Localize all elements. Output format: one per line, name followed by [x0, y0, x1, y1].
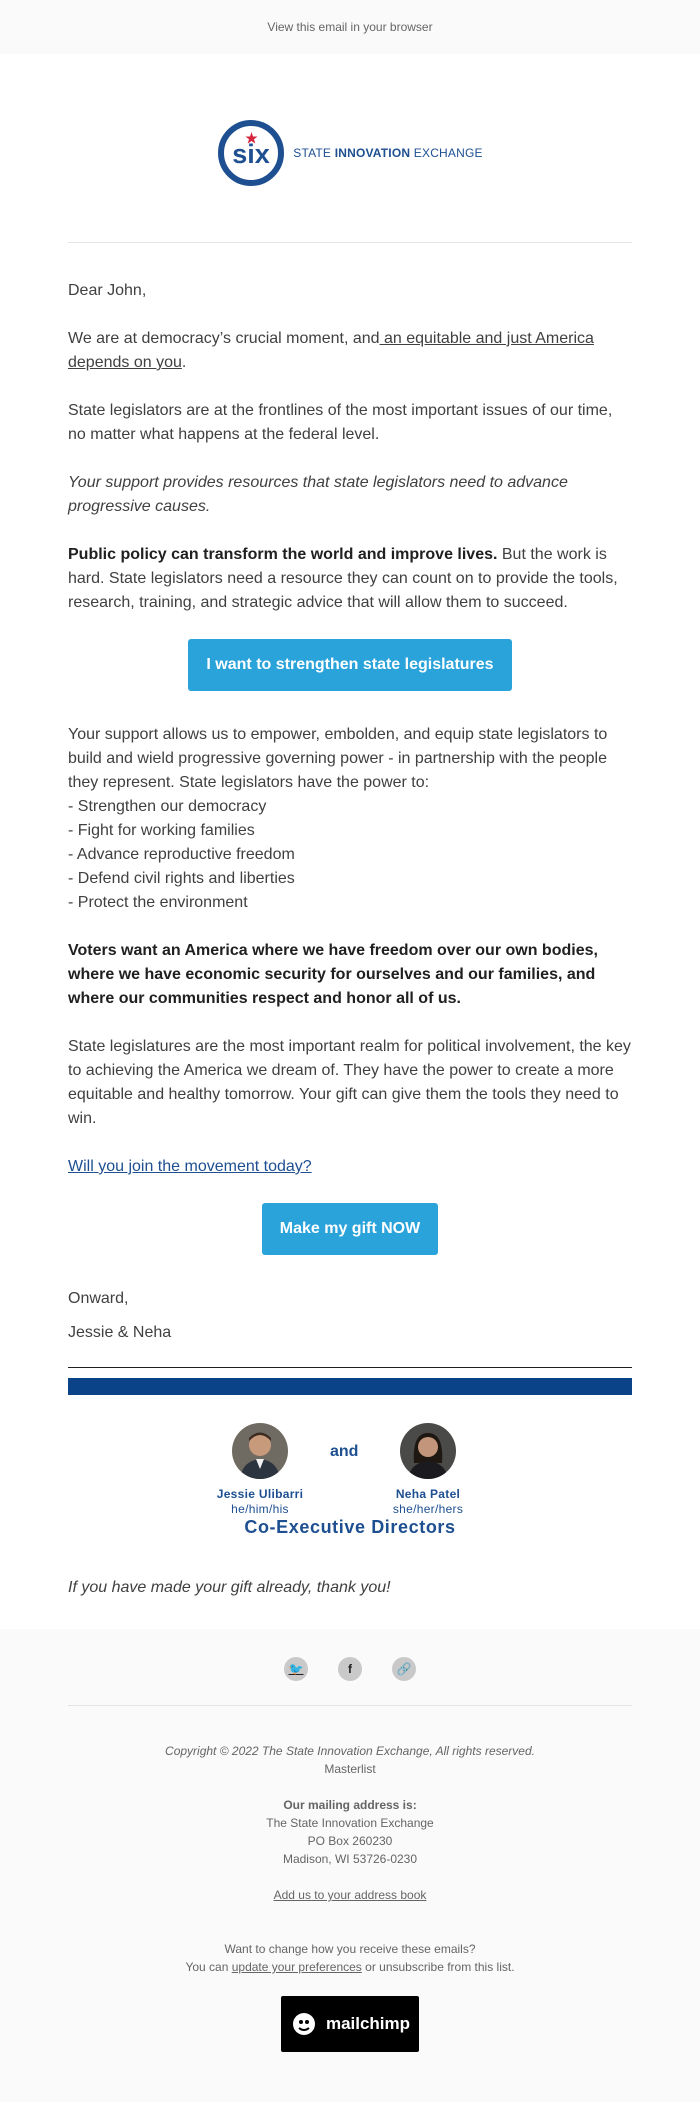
- letter-content: [68, 243, 632, 1345]
- email-body: [0, 54, 700, 1629]
- address-book-link[interactable]: Add us to your address book: [273, 1888, 427, 1902]
- thanks-line: If you have made your gift already, thank you!: [68, 1579, 391, 1596]
- address-line: The State Innovation Exchange: [266, 1816, 434, 1830]
- closing: Onward,: [68, 1290, 129, 1307]
- paragraph-6: Voters want an America where we have freedom over our own bodies, where we have economic security for ourselves and our families, and where our communities respect and honor all of us.: [68, 942, 598, 1007]
- paragraph-5: Your support allows us to empower, embolden, and equip state legislators to build and wield progressive governing power - in partnership with the people they represent. State legislators have the power to:: [68, 726, 608, 791]
- list-item: - Advance reproductive freedom: [68, 846, 295, 863]
- list-item: - Strengthen our democracy: [68, 798, 267, 815]
- powers-block: [68, 723, 632, 915]
- social-links: [0, 1629, 700, 1705]
- preferences-line: You can update your preferences or unsubscribe from this list.: [185, 1960, 515, 1974]
- svg-text:six: six: [232, 139, 271, 169]
- directors-graphic: [68, 1395, 632, 1567]
- greeting: Dear John,: [68, 282, 147, 299]
- join-paragraph: [68, 1155, 632, 1179]
- footer: [0, 1629, 700, 2052]
- avatar: [232, 1423, 288, 1479]
- director-neha: Neha Patel she/her/hers: [358, 1423, 498, 1516]
- paragraph-1: We are at democracy’s crucial moment, and an equitable and just America depends on you.: [68, 330, 594, 371]
- join-movement-link[interactable]: Will you join the movement today?: [68, 1158, 312, 1175]
- director-jessie: Jessie Ulibarri he/him/his: [190, 1423, 330, 1516]
- mailchimp-icon: [290, 2010, 318, 2038]
- six-logo-icon: [217, 119, 285, 187]
- top-bar: [0, 0, 700, 54]
- mailchimp-badge[interactable]: mailchimp: [281, 1996, 419, 2052]
- co-executive-directors-title: Co-Executive Directors: [244, 1517, 456, 1537]
- logo[interactable]: [0, 54, 700, 242]
- avatar: [400, 1423, 456, 1479]
- view-in-browser-link[interactable]: View this email in your browser: [267, 20, 433, 34]
- signature-block: [68, 1287, 632, 1345]
- logo-wordmark: STATE INNOVATION EXCHANGE: [293, 146, 483, 160]
- list-item: - Fight for working families: [68, 822, 255, 839]
- and-label: and: [330, 1443, 359, 1460]
- list-item: - Protect the environment: [68, 894, 248, 911]
- address-line: Madison, WI 53726-0230: [282, 1852, 418, 1866]
- paragraph-7: State legislatures are the most important realm for political involvement, the key to achieving the America we dream of. They have the power to create a more equitable and healthy tomorrow. Your gift can give them the tools they need to win.: [68, 1038, 631, 1127]
- signature: Jessie & Neha: [68, 1324, 172, 1341]
- list-name: Masterlist: [324, 1762, 376, 1776]
- update-preferences-link[interactable]: update your preferences: [231, 1960, 362, 1974]
- address-line: PO Box 260230: [307, 1834, 393, 1848]
- navy-band: [68, 1378, 632, 1395]
- paragraph-4: Public policy can transform the world and improve lives. But the work is hard. State legislators need a resource they can count on to provide the tools, research, training, and strategic advice that will allow them to succeed.: [68, 546, 618, 611]
- facebook-icon[interactable]: f: [338, 1657, 362, 1681]
- unsubscribe-link[interactable]: unsubscribe from this list: [379, 1960, 512, 1974]
- footer-copy: [0, 1706, 700, 1976]
- link-icon[interactable]: 🔗: [392, 1657, 416, 1681]
- divider-dark: [68, 1367, 632, 1368]
- twitter-icon[interactable]: 🐦: [284, 1657, 308, 1681]
- strengthen-legislatures-button[interactable]: I want to strengthen state legislatures: [188, 639, 512, 691]
- paragraph-2: State legislators are at the frontlines of the most important issues of our time, no matter what happens at the federal level.: [68, 402, 613, 443]
- list-item: - Defend civil rights and liberties: [68, 870, 295, 887]
- paragraph-3: Your support provides resources that state legislators need to advance progressive causes.: [68, 474, 568, 515]
- change-question: Want to change how you receive these emails?: [224, 1942, 476, 1956]
- equitable-america-link[interactable]: an equitable and just America depends on you: [68, 330, 594, 371]
- make-gift-button[interactable]: Make my gift NOW: [262, 1203, 438, 1255]
- mailing-heading: Our mailing address is:: [283, 1798, 417, 1812]
- copyright: Copyright © 2022 The State Innovation Exchange, All rights reserved.: [165, 1744, 535, 1758]
